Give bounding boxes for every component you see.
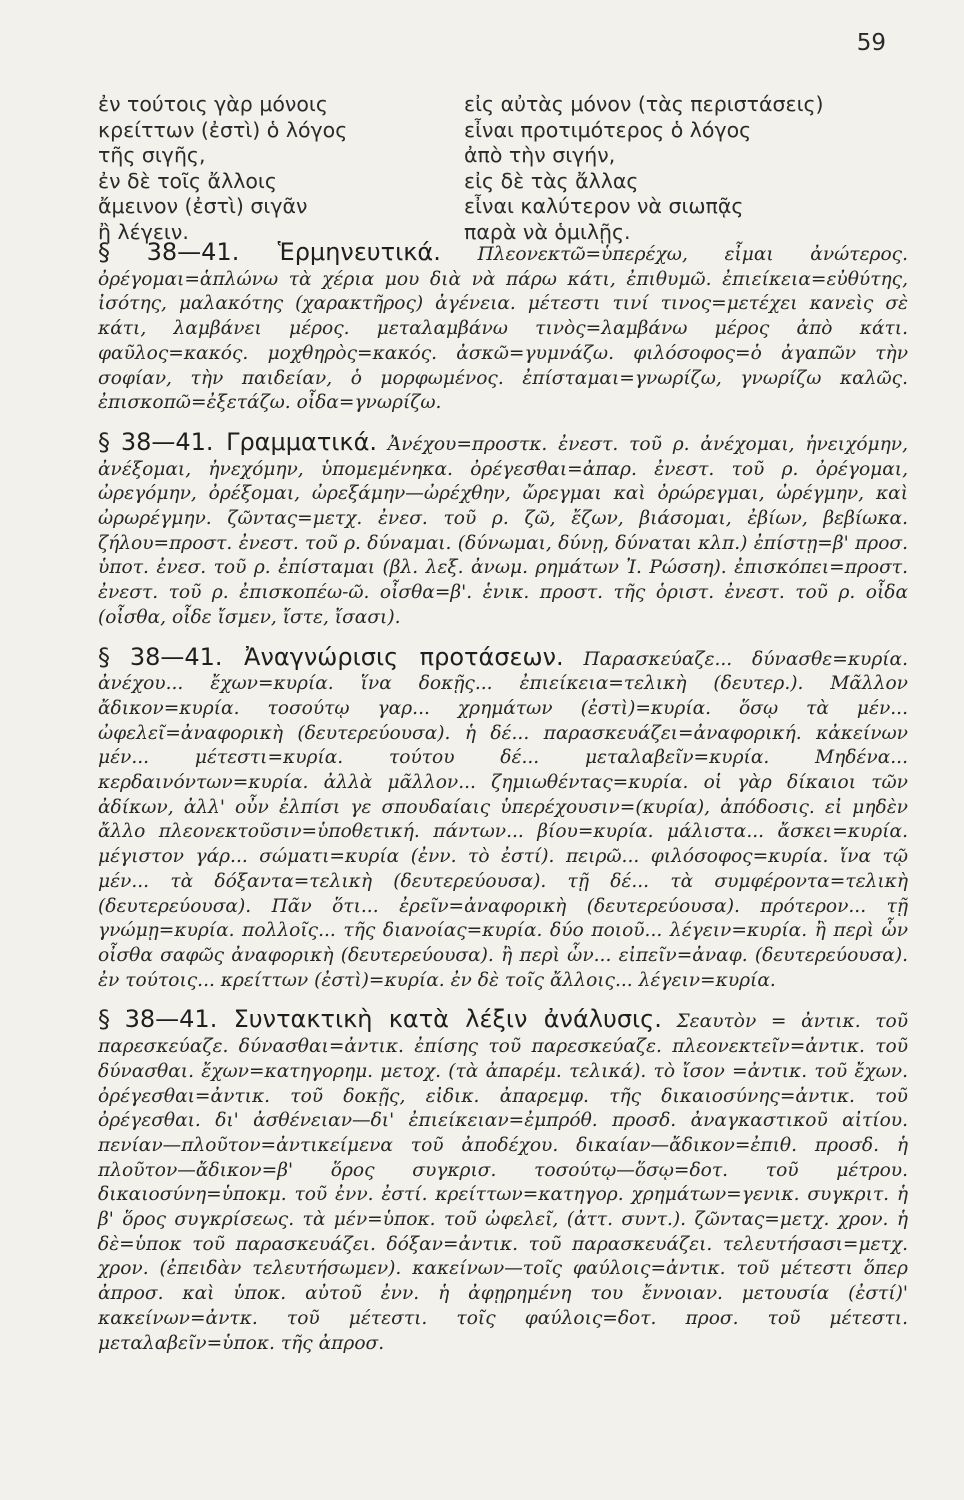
section-interpretive <box>98 240 908 416</box>
translation-line: παρὰ νὰ ὁμιλῇς. <box>464 219 631 244</box>
ancient-line: τῆς σιγῆς, <box>98 143 206 167</box>
ancient-line: ἄμεινον (ἐστὶ) σιγᾶν <box>98 194 308 218</box>
modern-translation-column <box>464 92 884 245</box>
ancient-line: ἐν τούτοις γὰρ μόνοις <box>98 92 328 116</box>
section-body: Παρασκεύαζε... δύνασθε=κυρία. ἀνέχου... ἔχων=κυρία. ἵνα δοκῇς... ἐπιείκεια=τελικὴ (δευτερ.). Μᾶλλον ἄδικον=κυρία. τοσούτῳ γαρ... χρημάτων (ἐστὶ)=κυρία. ὅσῳ τὰ μέν... ὠφελεῖ=ἀναφορικὴ (δευτερεύουσα). ἡ δέ... παρασκευάζει=ἀναφορική. κἀκείνων μέν... μέτεστι=κυρία. τούτου δέ... μεταλαβεῖν=κυρία. Μηδένα... κερδαινόντων=κυρία. ἀλλὰ μᾶλλον... ζημιωθέντας=κυρία. οἱ γὰρ δίκαιοι τῶν ἀδίκων, ἀλλ' οὖν ἐλπίσι γε σπουδαίαις ὑπερέχουσιν=(κυρία), ἀπόδοσις. εἰ μηδὲν ἄλλο πλεονεκτοῦσιν=ὑποθετική. πάντων... βίου=κυρία. μάλιστα... ἄσκει=κυρία. μέγιστον γάρ... σώματι=κυρία (ἐνν. τὸ ἐστί). πειρῶ... φιλόσοφος=κυρία. ἵνα τῷ μέν... τὰ δόξαντα=τελικὴ (δευτερεύουσα). τῇ δέ... τὰ συμφέροντα=τελικὴ (δευτερεύουσα). Πᾶν ὅτι... ἐρεῖν=ἀναφορικὴ (δευτερεύουσα). πρότερον... τῇ γνώμῃ=κυρία. πολλοῖς... τῆς διανοίας=κυρία. δύο ποιοῦ... λέγειν=κυρία. ἢ περὶ ὧν οἶσθα σαφῶς ἀναφορικὴ (δευτερεύουσα). ἢ περὶ ὧν... εἰπεῖν=ἀναφ. (δευτερεύουσα). ἐν τούτοις... κρείττων (ἐστὶ)=κυρία. ἐν δὲ τοῖς ἄλλοις... λέγειν=κυρία. <box>98 648 909 991</box>
section-heading: 38—41. Γραμματικά. <box>120 427 378 456</box>
ancient-line: κρείττων (ἐστὶ) ὁ λόγος <box>98 117 348 142</box>
translation-line: εἶναι καλύτερον νὰ σιωπᾷς <box>464 194 744 218</box>
translation-line: εἰς αὐτὰς μόνον (τὰς περιστάσεις) <box>464 92 824 116</box>
section-heading: 38—41. Ἀναγνώρισις προτάσεων. <box>129 642 564 671</box>
section-body: Σεαυτὸν = ἀντικ. τοῦ παρεσκεύαζε. δύνασθαι=ἀντικ. ἐπίσης τοῦ παρεσκεύαζε. πλεονεκτεῖν=ἀντικ. τοῦ δύνασθαι. ἔχων=κατηγορημ. μετοχ. (τὰ ἀπαρέμ. τελικά). τὸ ἴσον =ἀντικ. τοῦ ἔχων. ὀρέγεσθαι=ἀντικ. τοῦ δοκῇς, εἰδικ. ἀπαρεμφ. τῆς δικαιοσύνης=ἀντικ. τοῦ ὀρέγεσθαι. δι' ἀσθένειαν—δι' ἐπιείκειαν=ἐμπρόθ. προσδ. ἀναγκαστικοῦ αἰτίου. πενίαν—πλοῦτον=ἀντικείμενα τοῦ ἀποδέχου. δικαίαν—ἄδικον=ἐπιθ. προσδ. ἡ πλοῦτον—ἄδικον=β' ὅρος συγκρισ. τοσούτῳ—ὅσῳ=δοτ. τοῦ μέτρου. δικαιοσύνη=ὑποκμ. τοῦ ἐνν. ἐστί. κρείττων=κατηγορ. χρημάτων=γενικ. συγκριτ. ἡ β' ὅρος συγκρίσεως. τὰ μέν=ὑποκ. τοῦ ὠφελεῖ, (ἀττ. συντ.). ζῶντας=μετχ. χρον. ἡ δὲ=ὑποκ τοῦ παρασκευάζει. δόξαν=ἀντικ. τοῦ παρασκευάζει. τελευτήσασι=μετχ. χρον. (ἐπειδὰν τελευτήσωμεν). κακείνων—τοῖς φαύλοις=ἀντικ. τοῦ μέτεστι ὅπερ ἀπροσ. καὶ ὑποκ. αὐτοῦ ἐνν. ἡ ἀφῃρημένη του ἔννοιαν. μετουσία (ἐστί)' κακείνων=ἀντκ. τοῦ μέτεστι. τοῖς φαύλοις=δοτ. προσ. τοῦ μέτεστι. μεταλαβεῖν=ὑποκ. τῆς ἀπροσ. <box>98 1011 908 1354</box>
translation-line: εἰς δὲ τὰς ἄλλας <box>464 168 639 193</box>
section-mark: § <box>98 427 110 456</box>
ancient-line: ἐν δὲ τοῖς ἄλλοις <box>98 168 277 193</box>
section-syntactic-analysis <box>98 1007 908 1356</box>
section-mark: § <box>98 238 110 266</box>
commentary-sections <box>98 240 908 1370</box>
section-mark: § <box>98 1005 110 1034</box>
section-body: Πλεονεκτῶ=ὑπερέχω, εἶμαι ἀνώτερος. ὀρέγομαι=ἁπλώνω τὰ χέρια μου διὰ νὰ πάρω κάτι, ἐπιθυμῶ. ἐπιείκεια=εὐθύτης, ἰσότης, μαλακότης (χαρακτῆρος) ἀγένεια. μέτεστι τινί τινος=μετέχει κανεὶς σὲ κάτι, λαμβάνει μέρος. μεταλαμβάνω τινὸς=λαμβάνω μέρος ἀπὸ κάτι. φαῦλος=κακός. μοχθηρὸς=κακός. ἀσκῶ=γυμνάζω. φιλόσοφος=ὁ ἀγαπῶν τὴν σοφίαν, τὴν παιδείαν, ὁ μορφωμένος. ἐπίσταμαι=γνωρίζω, γνωρίζω καλῶς. ἐπισκοπῶ=ἐξετάζω. οἶδα=γνωρίζω. <box>98 244 909 414</box>
page-number: 59 <box>856 30 886 56</box>
translation-line: ἀπὸ τὴν σιγήν, <box>464 143 616 167</box>
section-grammatical <box>98 427 908 631</box>
section-heading: 38—41. Ἑρμηνευτικά. <box>146 238 441 266</box>
section-body: Ἀνέχου=προστκ. ἐνεστ. τοῦ ρ. ἀνέχομαι, ἠνειχόμην, ἀνέξομαι, ἠνεχόμην, ὑπομεμένηκα. ὀρέγεσθαι=ἀπαρ. ἐνεστ. τοῦ ρ. ὀρέγομαι, ὠρεγόμην, ὀρέξομαι, ὠρεξάμην—ὠρέχθην, ὤρεγμαι καὶ ὀρώρεγμαι, ὠρέγμην, καὶ ὠρωρέγμην. ζῶντας=μετχ. ἐνεσ. τοῦ ρ. ζῶ, ἔζων, βιάσομαι, ἐβίων, βεβίωκα. ζήλου=προστ. ἐνεστ. τοῦ ρ. δύναμαι. (δύνωμαι, δύνῃ, δύναται κλπ.) ἐπίστῃ=β' προσ. ὑποτ. ἐνεσ. τοῦ ρ. ἐπίσταμαι (βλ. λεξ. ἀνωμ. ρημάτων Ἰ. Ρώσση). ἐπισκόπει=προστ. ἐνεστ. τοῦ ρ. ἐπισκοπέω-ῶ. οἶσθα=β'. ἑνικ. προστ. τῆς ὁριστ. ἐνεστ. τοῦ ρ. οἶδα (οἶσθα, οἶδε ἴσμεν, ἴστε, ἴσασι). <box>98 433 908 628</box>
section-clause-recognition <box>98 642 909 994</box>
translation-line: εἶναι προτιμότερος ὁ λόγος <box>464 117 752 142</box>
ancient-text-column <box>98 92 464 245</box>
section-mark: § <box>98 642 110 671</box>
ancient-line: ἢ λέγειν. <box>98 219 189 244</box>
parallel-translation <box>98 92 908 245</box>
section-heading: 38—41. Συντακτικὴ κατὰ λέξιν ἀνάλυσις. <box>124 1005 662 1034</box>
